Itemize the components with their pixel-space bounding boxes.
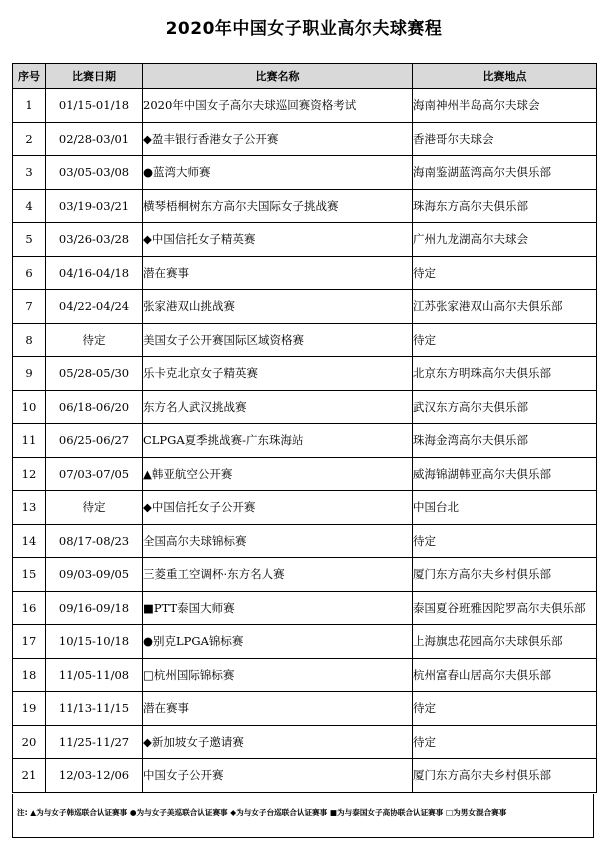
table-row	[13, 256, 597, 290]
table-row	[13, 625, 597, 659]
row-date: 11/05-11/08	[46, 658, 143, 692]
row-number: 20	[13, 725, 46, 759]
row-number: 2	[13, 122, 46, 156]
row-event-name: 乐卡克北京女子精英赛	[143, 357, 413, 391]
row-venue: 待定	[413, 256, 597, 290]
table-row	[13, 457, 597, 491]
row-date: 10/15-10/18	[46, 625, 143, 659]
table-row	[13, 156, 597, 190]
row-number: 15	[13, 558, 46, 592]
row-number: 10	[13, 390, 46, 424]
row-venue: 海南鉴湖蓝湾高尔夫俱乐部	[413, 156, 597, 190]
table-row	[13, 491, 597, 525]
row-number: 3	[13, 156, 46, 190]
row-venue: 江苏张家港双山高尔夫俱乐部	[413, 290, 597, 324]
row-event-name: ◆新加坡女子邀请赛	[143, 725, 413, 759]
row-number: 14	[13, 524, 46, 558]
row-venue: 待定	[413, 725, 597, 759]
row-number: 11	[13, 424, 46, 458]
row-event-name: 东方名人武汉挑战赛	[143, 390, 413, 424]
row-event-name: 中国女子公开赛	[143, 759, 413, 793]
row-venue: 待定	[413, 323, 597, 357]
row-number: 17	[13, 625, 46, 659]
row-number: 18	[13, 658, 46, 692]
table-row	[13, 424, 597, 458]
row-date: 02/28-03/01	[46, 122, 143, 156]
row-venue: 厦门东方高尔夫乡村俱乐部	[413, 558, 597, 592]
table-row	[13, 725, 597, 759]
row-venue: 广州九龙湖高尔夫球会	[413, 223, 597, 257]
row-date: 01/15-01/18	[46, 89, 143, 123]
row-venue: 武汉东方高尔夫俱乐部	[413, 390, 597, 424]
row-venue: 威海锦湖韩亚高尔夫俱乐部	[413, 457, 597, 491]
row-date: 待定	[46, 491, 143, 525]
table-row	[13, 223, 597, 257]
header-name: 比赛名称	[143, 64, 413, 89]
row-venue: 上海旗忠花园高尔夫球俱乐部	[413, 625, 597, 659]
table-header-row	[13, 64, 597, 89]
row-number: 9	[13, 357, 46, 391]
row-number: 8	[13, 323, 46, 357]
row-event-name: □杭州国际锦标赛	[143, 658, 413, 692]
row-number: 7	[13, 290, 46, 324]
row-venue: 泰国夏谷班雅因陀罗高尔夫俱乐部	[413, 591, 597, 625]
row-event-name: 全国高尔夫球锦标赛	[143, 524, 413, 558]
row-venue: 待定	[413, 692, 597, 726]
row-event-name: 2020年中国女子高尔夫球巡回赛资格考试	[143, 89, 413, 123]
row-event-name: 三菱重工空调杯·东方名人赛	[143, 558, 413, 592]
table-row	[13, 692, 597, 726]
row-date: 03/19-03/21	[46, 189, 143, 223]
row-date: 11/25-11/27	[46, 725, 143, 759]
row-number: 21	[13, 759, 46, 793]
row-number: 5	[13, 223, 46, 257]
row-event-name: ■PTT泰国大师赛	[143, 591, 413, 625]
row-venue: 厦门东方高尔夫乡村俱乐部	[413, 759, 597, 793]
header-no: 序号	[13, 64, 46, 89]
row-number: 4	[13, 189, 46, 223]
row-venue: 香港哥尔夫球会	[413, 122, 597, 156]
row-number: 13	[13, 491, 46, 525]
row-date: 03/05-03/08	[46, 156, 143, 190]
page-title: 2020年中国女子职业高尔夫球赛程	[165, 19, 443, 39]
row-date: 06/25-06/27	[46, 424, 143, 458]
row-venue: 海南神州半岛高尔夫球会	[413, 89, 597, 123]
row-date: 待定	[46, 323, 143, 357]
row-venue: 待定	[413, 524, 597, 558]
row-date: 12/03-12/06	[46, 759, 143, 793]
row-venue: 中国台北	[413, 491, 597, 525]
row-event-name: 横琴梧桐树东方高尔夫国际女子挑战赛	[143, 189, 413, 223]
row-venue: 北京东方明珠高尔夫俱乐部	[413, 357, 597, 391]
row-date: 11/13-11/15	[46, 692, 143, 726]
row-number: 12	[13, 457, 46, 491]
row-event-name: 美国女子公开赛国际区域资格赛	[143, 323, 413, 357]
row-event-name: ◆中国信托女子精英赛	[143, 223, 413, 257]
row-event-name: 潜在赛事	[143, 692, 413, 726]
row-date: 06/18-06/20	[46, 390, 143, 424]
table-row	[13, 390, 597, 424]
table-row	[13, 357, 597, 391]
row-event-name: ◆盈丰银行香港女子公开赛	[143, 122, 413, 156]
row-date: 05/28-05/30	[46, 357, 143, 391]
row-venue: 杭州富春山居高尔夫俱乐部	[413, 658, 597, 692]
row-number: 19	[13, 692, 46, 726]
table-row	[13, 524, 597, 558]
table-row	[13, 591, 597, 625]
table-row	[13, 323, 597, 357]
row-date: 07/03-07/05	[46, 457, 143, 491]
schedule-table	[12, 63, 597, 793]
table-row	[13, 558, 597, 592]
header-place: 比赛地点	[413, 64, 597, 89]
row-number: 6	[13, 256, 46, 290]
footnote: 注: ▲为与女子韩巡联合认证赛事 ●为与女子美巡联合认证赛事 ◆为与女子台巡联合认证赛事 ■为与泰国女子高协联合认证赛事 □为男女混合赛事	[12, 794, 594, 838]
table-row	[13, 290, 597, 324]
row-date: 04/22-04/24	[46, 290, 143, 324]
row-date: 09/03-09/05	[46, 558, 143, 592]
table-row	[13, 89, 597, 123]
row-event-name: ●蓝湾大师赛	[143, 156, 413, 190]
header-date: 比赛日期	[46, 64, 143, 89]
row-event-name: 潜在赛事	[143, 256, 413, 290]
row-number: 1	[13, 89, 46, 123]
row-event-name: ●别克LPGA锦标赛	[143, 625, 413, 659]
row-number: 16	[13, 591, 46, 625]
table-row	[13, 759, 597, 793]
row-event-name: ▲韩亚航空公开赛	[143, 457, 413, 491]
row-venue: 珠海东方高尔夫俱乐部	[413, 189, 597, 223]
row-date: 09/16-09/18	[46, 591, 143, 625]
table-row	[13, 189, 597, 223]
row-event-name: ◆中国信托女子公开赛	[143, 491, 413, 525]
row-event-name: CLPGA夏季挑战赛-广东珠海站	[143, 424, 413, 458]
row-event-name: 张家港双山挑战赛	[143, 290, 413, 324]
row-date: 08/17-08/23	[46, 524, 143, 558]
row-venue: 珠海金湾高尔夫俱乐部	[413, 424, 597, 458]
table-row	[13, 122, 597, 156]
table-row	[13, 658, 597, 692]
row-date: 04/16-04/18	[46, 256, 143, 290]
row-date: 03/26-03/28	[46, 223, 143, 257]
